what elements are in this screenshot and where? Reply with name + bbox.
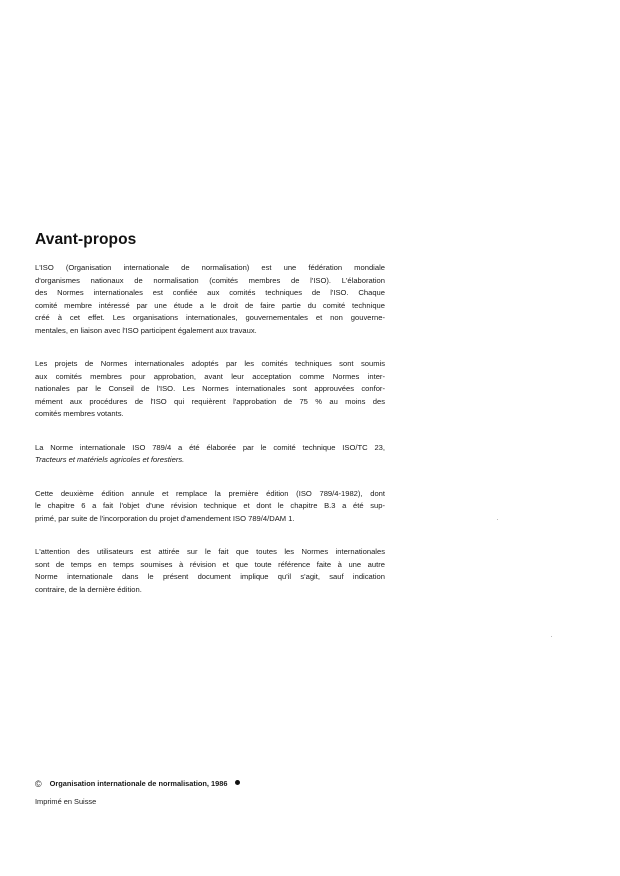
paragraph-revision-notice — [35, 546, 385, 596]
text-line: mément aux procédures de l'ISO qui requièrent l'approbation de 75 % au moins des — [35, 396, 385, 406]
copyright-notice — [35, 779, 240, 789]
scan-speck — [497, 519, 498, 520]
committee-title: Tracteurs et matériels agricoles et forestiers. — [35, 455, 185, 464]
text-line: L'attention des utilisateurs est attirée sur le fait que toutes les Normes internationales — [35, 547, 385, 556]
page-title: Avant-propos — [35, 231, 137, 248]
printed-in-notice: Imprimé en Suisse — [35, 797, 97, 806]
text-line: Les projets de Normes internationales adoptés par les comités techniques sont soumis — [35, 359, 385, 368]
bullet-icon — [235, 780, 240, 785]
text-line: L'ISO (Organisation internationale de normalisation) est une fédération mondiale — [35, 263, 385, 272]
text-line: le chapitre 6 a fait l'objet d'une révision technique et dont le chapitre B.3 a été sup- — [35, 501, 385, 510]
foreword-body — [35, 262, 385, 617]
scan-speck — [551, 636, 552, 637]
paragraph-committee — [35, 442, 385, 467]
text-line: comités membres votants. — [35, 409, 124, 418]
text-line: nationales par le Conseil de l'ISO. Les Normes internationales sont approuvées confor- — [35, 384, 385, 393]
text-line: créé à cet effet. Les organisations internationales, gouvernementales et non gouverne- — [35, 313, 385, 322]
paragraph-approval — [35, 358, 385, 421]
text-line: comité membre intéressé par une étude a le droit de faire partie du comité technique — [35, 300, 385, 310]
text-line: aux comités membres pour approbation, avant leur acceptation comme Normes inter- — [35, 371, 385, 381]
paragraph-edition — [35, 488, 385, 526]
text-line: des Normes internationales est confiée aux comités techniques de l'ISO. Chaque — [35, 288, 385, 297]
text-line: Cette deuxième édition annule et remplace la première édition (ISO 789/4-1982), dont — [35, 488, 385, 498]
copyright-text: Organisation internationale de normalisation, 1986 — [49, 779, 228, 788]
text-line: d'organismes nationaux de normalisation (comités membres de l'ISO). L'élaboration — [35, 275, 385, 285]
paragraph-iso-intro — [35, 262, 385, 337]
text-line: Norme internationale dans le présent document implique qu'il s'agit, sauf indication — [35, 572, 385, 581]
text-line: La Norme internationale ISO 789/4 a été élaborée par le comité technique ISO/TC 23, — [35, 442, 385, 452]
text-line: primé, par suite de l'incorporation du projet d'amendement ISO 789/4/DAM 1. — [35, 513, 295, 523]
copyright-icon: © — [35, 779, 42, 789]
text-line: mentales, en liaison avec l'ISO participent également aux travaux. — [35, 325, 257, 335]
text-line: sont de temps en temps soumises à révision et que toute référence faite à une autre — [35, 559, 385, 569]
text-line: contraire, de la dernière édition. — [35, 584, 142, 594]
